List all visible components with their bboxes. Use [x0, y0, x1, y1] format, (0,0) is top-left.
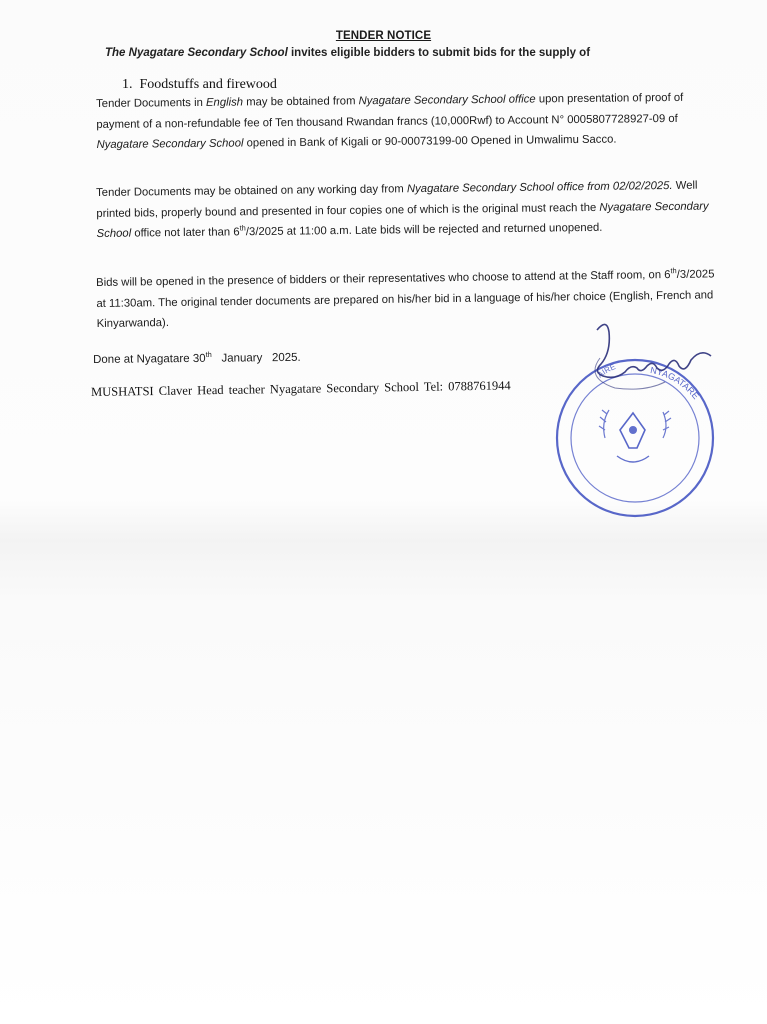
p1-language: English: [205, 96, 244, 109]
signature-line: MUSHATSI Claver Head teacher Nyagatare Secondary School Tel: 0788761944: [91, 378, 511, 399]
p3-ordinal: th: [670, 266, 677, 276]
p1-text-b: may be obtained from: [242, 95, 359, 109]
notice-title: TENDER NOTICE: [335, 30, 432, 42]
p1-text-c: upon presentation of proof of payment of a non-refundable fee of Ten thousand Rwandan francs (10,000Rwf) to Account N° 0005807728927-09 of: [96, 91, 684, 131]
p2-text-a: Tender Documents may be obtained on any working day from: [96, 183, 408, 199]
p1-school: Nyagatare Secondary School: [96, 137, 244, 151]
p1-office: Nyagatare Secondary School office: [358, 93, 536, 108]
p2-text-c: office not later than 6: [131, 226, 240, 240]
stamp-text-left: AIRE: [595, 362, 617, 380]
paragraph-documents-fee: [96, 88, 717, 156]
intro-text: invites eligible bidders to submit bids for the supply of: [287, 47, 591, 59]
intro-school-name: The Nyagatare Secondary School: [105, 47, 288, 59]
tender-item: 1. Foodstuffs and firewood: [122, 77, 277, 92]
p2-ordinal: th: [239, 223, 246, 233]
p1-text-a: Tender Documents in: [96, 96, 207, 110]
p2-school: Nyagatare Secondary School: [96, 200, 709, 240]
p1-text-d: opened in Bank of Kigali or 90-00073199-00 Opened in Umwalimu Sacco.: [243, 133, 617, 150]
done-text-a: Done at Nyagatare 30: [93, 352, 206, 366]
p2-text-d: /3/2025 at 11:00 a.m. Late bids will be rejected and returned unopened.: [245, 221, 603, 239]
p2-office-date: Nyagatare Secondary School office from 02/02/2025.: [406, 179, 673, 196]
school-stamp-icon: [545, 318, 730, 518]
done-text-b: January 2025.: [211, 351, 301, 365]
p2-text-b: Well printed bids, properly bound and presented in four copies one of which is the original must reach the: [96, 179, 698, 220]
paragraph-submission: [96, 175, 717, 244]
intro-line: [105, 47, 590, 59]
done-at-line: [93, 349, 301, 366]
p3-text-a: Bids will be opened in the presence of bidders or their representatives who choose to attend at the Staff room, on 6: [96, 268, 671, 289]
p3-text-b: /3/2025 at 11:30am. The original tender documents are prepared on his/her bid in a language of his/her choice (English, French and Kinyarwanda).: [96, 268, 715, 330]
done-ordinal: th: [205, 349, 212, 359]
stamp-text-right: NYAGATARE: [649, 365, 702, 402]
